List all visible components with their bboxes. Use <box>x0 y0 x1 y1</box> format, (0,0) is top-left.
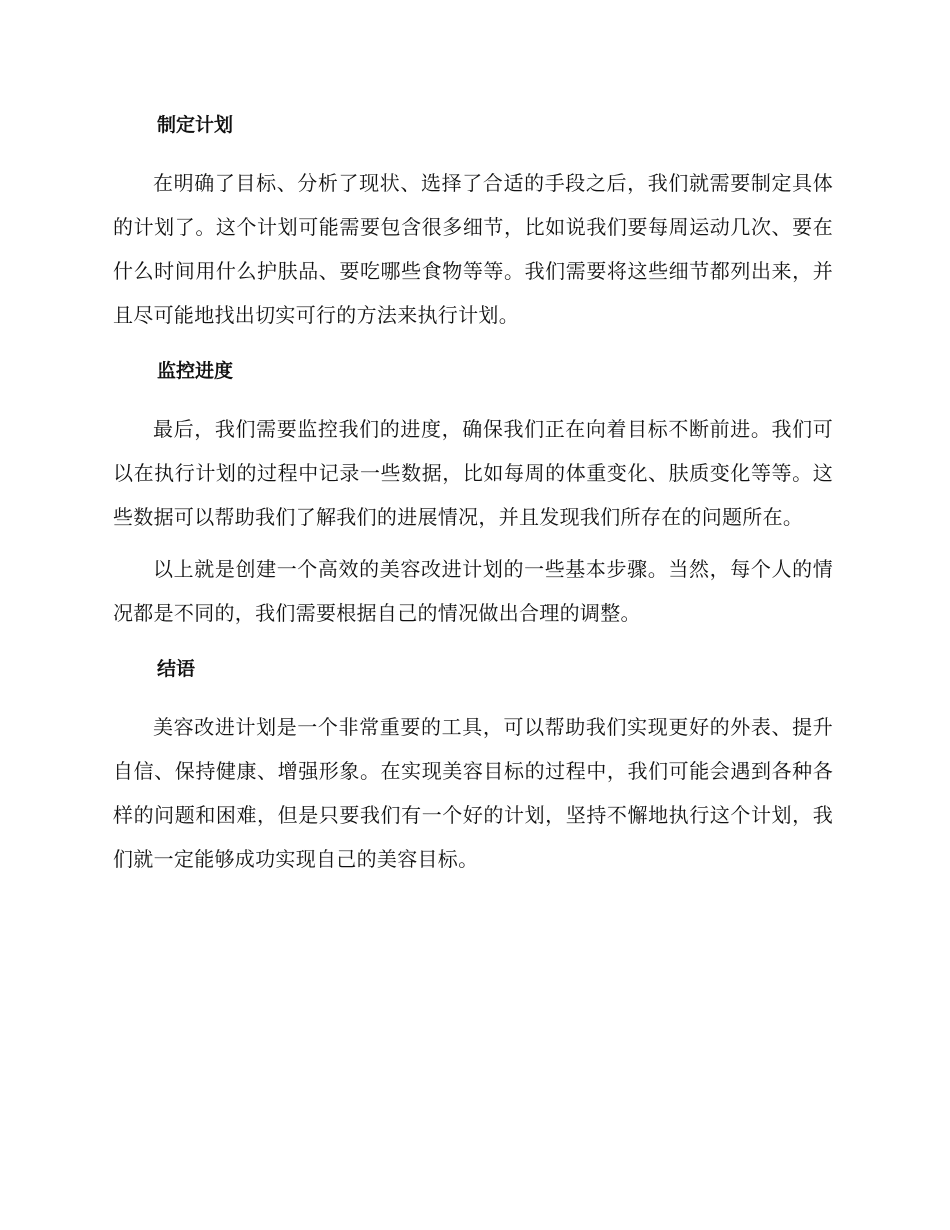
paragraph-summary: 以上就是创建一个高效的美容改进计划的一些基本步骤。当然，每个人的情况都是不同的，我们需要根据自己的情况做出合理的调整。 <box>113 557 833 625</box>
section-heading-monitor: 监控进度 <box>157 360 234 382</box>
section-gap <box>113 643 833 653</box>
document-page <box>113 109 833 889</box>
section-heading-plan: 制定计划 <box>157 114 234 136</box>
paragraph-conclusion: 美容改进计划是一个非常重要的工具，可以帮助我们实现更好的外表、提升自信、保持健康、增强形象。在实现美容目标的过程中，我们可能会遇到各种各样的问题和困难，但是只要我们有一个好的计划，坚持不懈地执行这个计划，我们就一定能够成功实现自己的美容目标。 <box>113 715 833 871</box>
section-gap <box>113 345 833 355</box>
paragraph-monitor: 最后，我们需要监控我们的进度，确保我们正在向着目标不断前进。我们可以在执行计划的过程中记录一些数据，比如每周的体重变化、肤质变化等等。这些数据可以帮助我们了解我们的进展情况，并且发现我们所存在的问题所在。 <box>113 417 833 529</box>
paragraph-plan: 在明确了目标、分析了现状、选择了合适的手段之后，我们就需要制定具体的计划了。这个计划可能需要包含很多细节，比如说我们要每周运动几次、要在什么时间用什么护肤品、要吃哪些食物等等。我们需要将这些细节都列出来，并且尽可能地找出切实可行的方法来执行计划。 <box>113 171 833 327</box>
section-heading-conclusion: 结语 <box>157 658 196 680</box>
